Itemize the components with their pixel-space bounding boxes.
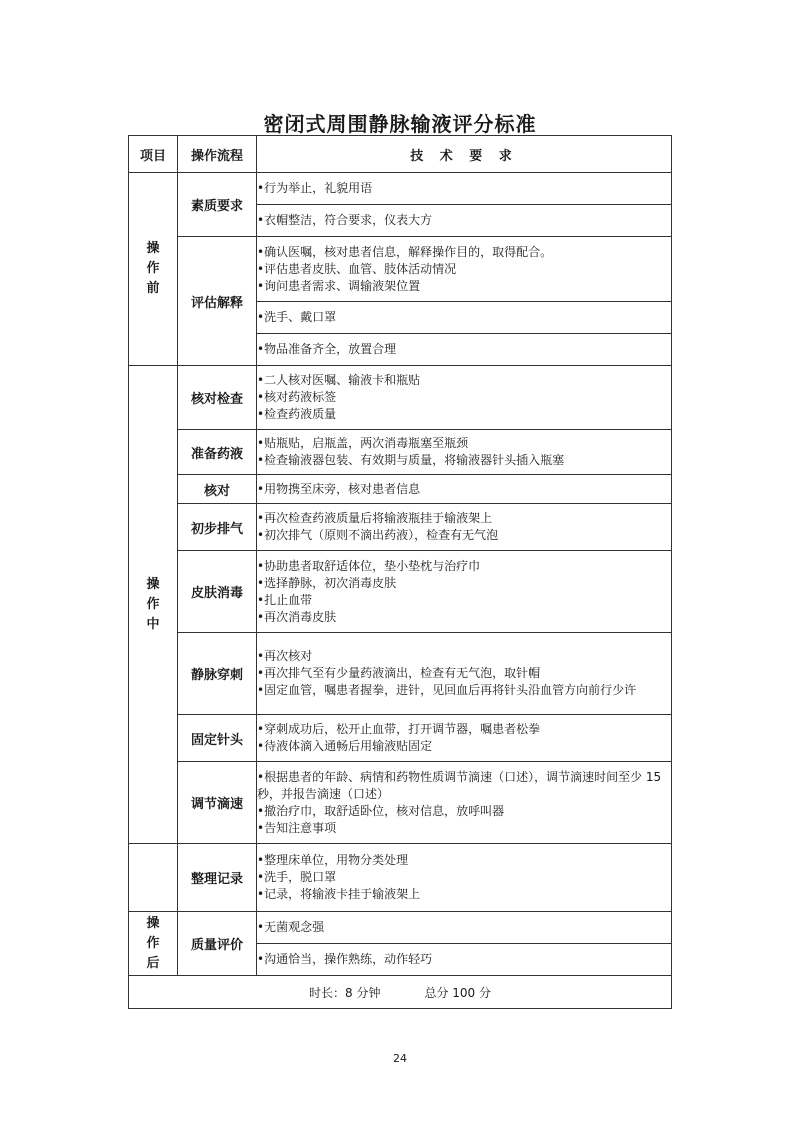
- step-label: 准备药液: [178, 430, 257, 475]
- requirement-cell: •行为举止，礼貌用语: [257, 173, 672, 205]
- footer-cell: [129, 976, 672, 1009]
- table-row: [129, 844, 672, 912]
- table-row: [129, 475, 672, 504]
- phase-post: 操作后: [129, 912, 178, 976]
- table-row: [129, 551, 672, 633]
- requirement-cell: •再次核对 •再次排气至有少量药液滴出，检查有无气泡，取针帽 •固定血管，嘱患者握拳，进针，见回血后再将针头沿血管方向前行少许: [257, 633, 672, 715]
- step-label: 调节滴速: [178, 762, 257, 844]
- table-row: [129, 633, 672, 715]
- page-title: 密闭式周围静脉输液评分标准: [263, 112, 537, 136]
- step-label: 核对检查: [178, 366, 257, 430]
- step-label: 整理记录: [178, 844, 257, 912]
- requirement-cell: •衣帽整洁，符合要求，仪表大方: [257, 205, 672, 237]
- table-header-row: [129, 136, 672, 173]
- requirement-cell: •确认医嘱，核对患者信息，解释操作目的，取得配合。 •评估患者皮肤、血管、肢体活动情况 •询问患者需求、调输液架位置: [257, 237, 672, 302]
- header-requirements: 技 术 要 求: [257, 136, 672, 173]
- page-number: 24: [393, 1052, 407, 1065]
- total-score-text: 总分 100 分: [424, 985, 491, 1000]
- phase-mid: 操作中: [129, 366, 178, 844]
- requirement-cell: •协助患者取舒适体位，垫小垫枕与治疗巾 •选择静脉，初次消毒皮肤 •扎止血带 •再次消毒皮肤: [257, 551, 672, 633]
- requirement-cell: •物品准备齐全，放置合理: [257, 334, 672, 366]
- step-label: 质量评价: [178, 912, 257, 976]
- header-item: 项目: [129, 136, 178, 173]
- table-row: [129, 366, 672, 430]
- scoring-table: [128, 135, 672, 1009]
- requirement-cell: •穿刺成功后，松开止血带，打开调节器，嘱患者松拳 •待液体滴入通畅后用输液贴固定: [257, 715, 672, 762]
- step-label: 固定针头: [178, 715, 257, 762]
- step-label: 初步排气: [178, 504, 257, 551]
- requirement-cell: •整理床单位，用物分类处理 •洗手，脱口罩 •记录，将输液卡挂于输液架上: [257, 844, 672, 912]
- table-row: [129, 173, 672, 205]
- table-row: [129, 715, 672, 762]
- requirement-cell: •洗手、戴口罩: [257, 302, 672, 334]
- requirement-cell: •二人核对医嘱、输液卡和瓶贴 •核对药液标签 •检查药液质量: [257, 366, 672, 430]
- requirement-cell: •再次检查药液质量后将输液瓶挂于输液架上 •初次排气（原则不滴出药液），检查有无气泡: [257, 504, 672, 551]
- step-label: 核对: [178, 475, 257, 504]
- step-label: 素质要求: [178, 173, 257, 237]
- table-footer-row: [129, 976, 672, 1009]
- phase-pre: 操作前: [129, 173, 178, 366]
- step-label: 评估解释: [178, 237, 257, 366]
- table-row: [129, 762, 672, 844]
- table-row: [129, 237, 672, 302]
- requirement-cell: •沟通恰当，操作熟练，动作轻巧: [257, 944, 672, 976]
- requirement-cell: •根据患者的年龄、病情和药物性质调节滴速（口述），调节滴速时间至少 15 秒，并报告滴速（口述） •撤治疗巾，取舒适卧位，核对信息，放呼叫器 •告知注意事项: [257, 762, 672, 844]
- requirement-cell: •无菌观念强: [257, 912, 672, 944]
- header-process: 操作流程: [178, 136, 257, 173]
- table-row: [129, 504, 672, 551]
- step-label: 静脉穿刺: [178, 633, 257, 715]
- phase-blank: [129, 844, 178, 912]
- step-label: 皮肤消毒: [178, 551, 257, 633]
- table-row: [129, 430, 672, 475]
- requirement-cell: •用物携至床旁，核对患者信息: [257, 475, 672, 504]
- duration-text: 时长：8 分钟: [309, 985, 381, 1000]
- requirement-cell: •贴瓶贴，启瓶盖，两次消毒瓶塞至瓶颈 •检查输液器包装、有效期与质量，将输液器针头插入瓶塞: [257, 430, 672, 475]
- table-row: [129, 912, 672, 944]
